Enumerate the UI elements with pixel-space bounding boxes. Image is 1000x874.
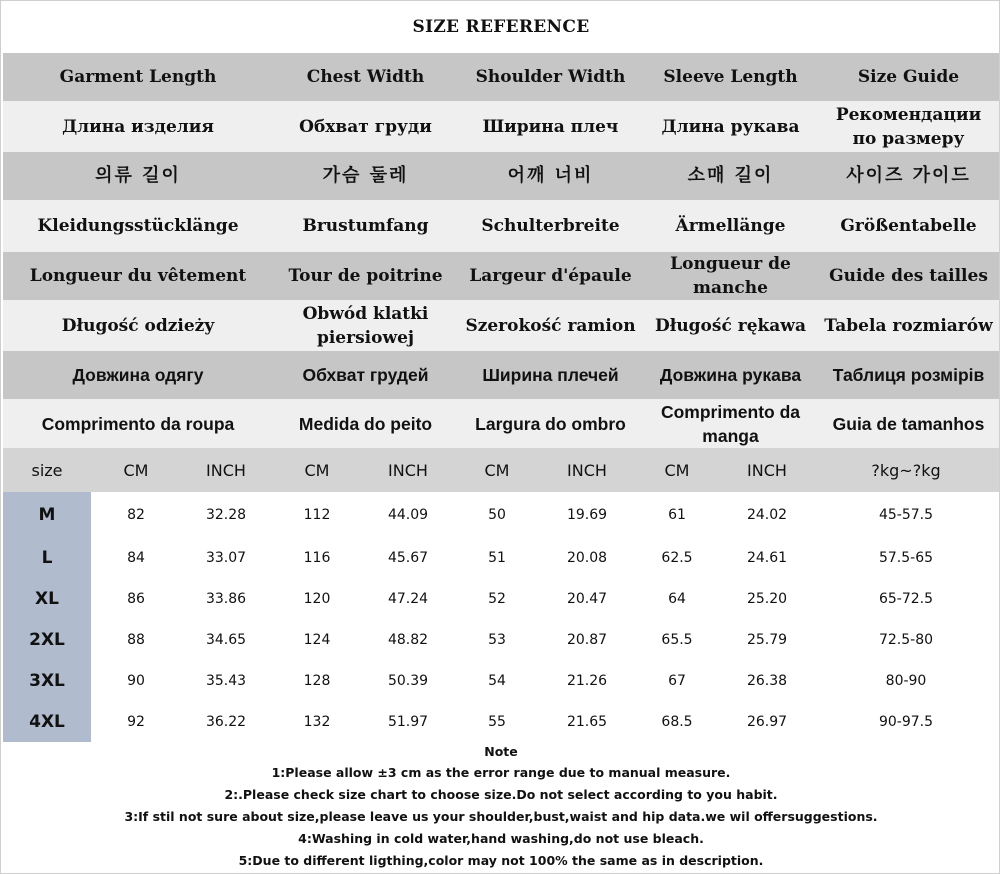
- size-header-label: size: [31, 460, 63, 480]
- cell-sleeve-length: Comprimento da manga: [660, 401, 801, 446]
- note-line: 3:If stil not sure about size,please leave us your shoulder,bust,waist and hip data.we wil offersuggestions.: [124, 809, 878, 824]
- measurement-cell: 20.47: [566, 590, 608, 607]
- unit-header: CM: [664, 460, 690, 480]
- measurement-cell: 54: [488, 672, 506, 689]
- measurement-cell: 21.26: [566, 672, 608, 689]
- measurement-cell: 51: [488, 549, 506, 566]
- measurement-cell: 124: [303, 631, 331, 648]
- lang-row-english: [3, 53, 999, 101]
- size-label: XL: [3, 578, 91, 619]
- unit-header: INCH: [206, 460, 246, 480]
- measurement-cell: 50.39: [387, 672, 429, 689]
- weight-range-cell: 80-90: [885, 672, 927, 689]
- size-label: L: [3, 537, 91, 578]
- measurement-cell: 86: [127, 590, 145, 607]
- cell-garment-length: Длина изделия: [62, 116, 214, 137]
- size-label: 2XL: [3, 619, 91, 660]
- cell-size-guide: 사이즈 가이드: [846, 165, 971, 186]
- measurement-cell: 88: [127, 631, 145, 648]
- unit-header: INCH: [747, 460, 787, 480]
- weight-range-cell: 90-97.5: [878, 713, 934, 730]
- cell-garment-length: Довжина одягу: [72, 365, 204, 385]
- measurement-cell: 47.24: [387, 590, 429, 607]
- measurement-cell: 65.5: [661, 631, 693, 648]
- measurement-cell: 44.09: [387, 506, 429, 523]
- notes-heading: Note: [484, 744, 518, 759]
- measurement-cell: 50: [488, 506, 506, 523]
- size-label: 3XL: [3, 660, 91, 701]
- cell-sleeve-length: Длина рукава: [661, 116, 800, 137]
- measurement-cell: 19.69: [566, 506, 608, 523]
- measurement-cell: 25.20: [746, 590, 788, 607]
- cell-size-guide: Guia de tamanhos: [832, 413, 985, 434]
- cell-sleeve-length: 소매 길이: [687, 165, 774, 186]
- measurement-cell: 52: [488, 590, 506, 607]
- cell-size-guide: Size Guide: [857, 67, 960, 87]
- cell-sleeve-length: Довжина рукава: [659, 365, 802, 385]
- measurement-cell: 32.28: [205, 506, 247, 523]
- cell-chest-width: Tour de poitrine: [288, 266, 443, 286]
- weight-header: ?kg~?kg: [871, 460, 941, 480]
- size-label: M: [3, 492, 91, 537]
- lang-row-ukrainian: [3, 351, 999, 399]
- cell-chest-width: Chest Width: [306, 67, 425, 87]
- cell-size-guide: Größentabelle: [840, 216, 977, 236]
- lang-row-korean: [3, 152, 999, 200]
- size-row: [3, 578, 999, 619]
- size-row: [3, 619, 999, 660]
- note-line: 4:Washing in cold water,hand washing,do not use bleach.: [298, 831, 704, 846]
- cell-chest-width: Obwód klatki piersiowej: [302, 303, 429, 348]
- unit-header: CM: [304, 460, 330, 480]
- size-row: [3, 537, 999, 578]
- measurement-cell: 64: [668, 590, 686, 607]
- cell-sleeve-length: Długość rękawa: [655, 315, 806, 336]
- lang-row-russian: [3, 101, 999, 152]
- measurement-cell: 82: [127, 506, 145, 523]
- measurement-cell: 120: [303, 590, 331, 607]
- measurement-cell: 116: [303, 549, 331, 566]
- cell-size-guide: Guide des tailles: [829, 266, 988, 286]
- cell-garment-length: Garment Length: [59, 67, 217, 87]
- weight-range-cell: 45-57.5: [878, 506, 934, 523]
- size-data-table: [3, 492, 999, 742]
- unit-header: INCH: [388, 460, 428, 480]
- cell-shoulder-width: Largura do ombro: [475, 413, 626, 434]
- measurement-cell: 90: [127, 672, 145, 689]
- cell-size-guide: Таблиця розмірів: [832, 365, 985, 385]
- measurement-cell: 33.86: [205, 590, 247, 607]
- measurement-cell: 67: [668, 672, 686, 689]
- cell-garment-length: Longueur du vêtement: [29, 266, 247, 286]
- measurement-cell: 48.82: [387, 631, 429, 648]
- size-row: [3, 660, 999, 701]
- cell-shoulder-width: Ширина плечей: [482, 365, 619, 385]
- unit-header: CM: [123, 460, 149, 480]
- cell-size-guide: Tabela rozmiarów: [824, 315, 993, 336]
- cell-chest-width: Brustumfang: [302, 216, 429, 236]
- cell-sleeve-length: Sleeve Length: [663, 67, 798, 87]
- lang-row-portuguese: [3, 399, 999, 448]
- cell-sleeve-length: Ärmellänge: [675, 216, 786, 236]
- cell-chest-width: Обхват грудей: [302, 365, 429, 385]
- lang-row-french: [3, 252, 999, 300]
- measurement-cell: 112: [303, 506, 331, 523]
- cell-garment-length: 의류 길이: [95, 165, 181, 186]
- measurement-cell: 62.5: [661, 549, 693, 566]
- cell-chest-width: 가슴 둘레: [322, 165, 409, 186]
- measurement-cell: 26.38: [746, 672, 788, 689]
- measurement-cell: 21.65: [566, 713, 608, 730]
- measurement-cell: 61: [668, 506, 686, 523]
- measurement-cell: 51.97: [387, 713, 429, 730]
- cell-shoulder-width: Shoulder Width: [475, 67, 626, 87]
- measurement-cell: 35.43: [205, 672, 247, 689]
- note-line: 2:.Please check size chart to choose size.Do not select according to you habit.: [224, 787, 778, 802]
- measurement-cell: 53: [488, 631, 506, 648]
- note-line: 1:Please allow ±3 cm as the error range due to manual measure.: [271, 765, 731, 780]
- page-title: SIZE REFERENCE: [412, 17, 590, 37]
- cell-size-guide: Рекомендации по размеру: [835, 104, 982, 149]
- cell-garment-length: Długość odzieży: [61, 315, 215, 336]
- size-label: 4XL: [3, 701, 91, 742]
- cell-shoulder-width: Szerokość ramion: [465, 315, 636, 336]
- measurement-cell: 20.87: [566, 631, 608, 648]
- cell-garment-length: Kleidungsstücklänge: [37, 216, 239, 236]
- measurement-cell: 24.02: [746, 506, 788, 523]
- measurement-cell: 45.67: [387, 549, 429, 566]
- note-line: 5:Due to different ligthing,color may not 100% the same as in description.: [238, 853, 764, 868]
- weight-range-cell: 72.5-80: [878, 631, 934, 648]
- measurement-cell: 84: [127, 549, 145, 566]
- lang-row-german: [3, 200, 999, 252]
- notes-section: [1, 742, 1000, 872]
- measurement-cell: 55: [488, 713, 506, 730]
- cell-chest-width: Обхват груди: [299, 116, 432, 137]
- measurement-cell: 128: [303, 672, 331, 689]
- measurement-cell: 20.08: [566, 549, 608, 566]
- size-row: [3, 701, 999, 742]
- cell-shoulder-width: 어깨 너비: [507, 165, 594, 186]
- measurement-cell: 92: [127, 713, 145, 730]
- cell-shoulder-width: Schulterbreite: [481, 216, 620, 236]
- cell-shoulder-width: Largeur d'épaule: [469, 266, 632, 286]
- measurement-cell: 26.97: [746, 713, 788, 730]
- size-row: [3, 492, 999, 537]
- cell-chest-width: Medida do peito: [298, 413, 433, 434]
- measurement-cell: 33.07: [205, 549, 247, 566]
- measurement-cell: 24.61: [746, 549, 788, 566]
- measurement-cell: 36.22: [205, 713, 247, 730]
- measurement-cell: 68.5: [661, 713, 693, 730]
- size-header-row: [3, 448, 999, 492]
- cell-sleeve-length: Longueur de manche: [670, 254, 791, 298]
- weight-range-cell: 57.5-65: [878, 549, 934, 566]
- unit-header: INCH: [567, 460, 607, 480]
- weight-range-cell: 65-72.5: [878, 590, 934, 607]
- measurement-cell: 25.79: [746, 631, 788, 648]
- lang-row-polish: [3, 300, 999, 351]
- cell-garment-length: Comprimento da roupa: [41, 413, 235, 434]
- unit-header: CM: [484, 460, 510, 480]
- measurement-cell: 132: [303, 713, 331, 730]
- measurement-cell: 34.65: [205, 631, 247, 648]
- cell-shoulder-width: Ширина плеч: [482, 116, 619, 137]
- translation-table: [3, 53, 999, 448]
